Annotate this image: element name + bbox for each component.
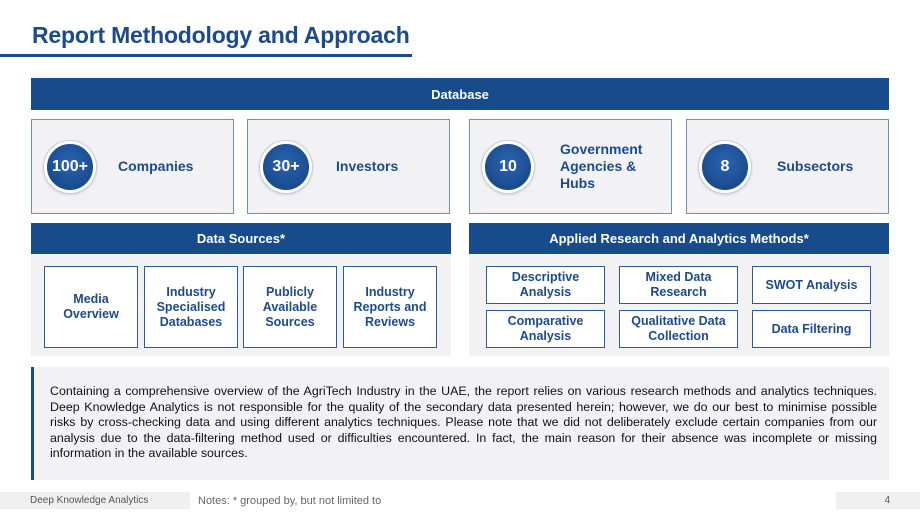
method-swot-analysis: SWOT Analysis: [752, 266, 871, 304]
methodology-note: Containing a comprehensive overview of the AgriTech Industry in the UAE, the report relies on various research methods and analytics techniques. Deep Knowledge Analytics is not responsible for the quality of the secondary data presented herein; however, we do our best to minimise possible risks by cross-checking data and using different analytics techniques. Please note that we did not deliberately exclude certain companies from our analysis due to the data-filtering method used or difficulties encountered. In fact, the main reason for their absence was incomplete or missing information in the available sources.: [31, 367, 889, 480]
method-comparative-analysis: Comparative Analysis: [486, 310, 605, 348]
stat-companies: [31, 119, 234, 214]
title-underline: [0, 54, 412, 57]
source-industry-reports: Industry Reports and Reviews: [343, 266, 437, 348]
stat-label: Investors: [336, 158, 399, 174]
stat-government-agencies: [469, 119, 672, 214]
methods-header: Applied Research and Analytics Methods*: [469, 223, 889, 254]
method-descriptive-analysis: Descriptive Analysis: [486, 266, 605, 304]
footer-brand: Deep Knowledge Analytics: [0, 492, 190, 509]
method-mixed-data-research: Mixed Data Research: [619, 266, 738, 304]
page-title: Report Methodology and Approach: [32, 22, 410, 48]
stat-value-circle: 30+: [260, 141, 312, 193]
stat-label: Companies: [118, 158, 194, 174]
stat-subsectors: [686, 119, 889, 214]
data-sources-header: Data Sources*: [31, 223, 451, 254]
source-industry-databases: Industry Specialised Databases: [144, 266, 238, 348]
page-number: 4: [836, 492, 920, 509]
source-public-sources: Publicly Available Sources: [243, 266, 337, 348]
stat-value-circle: 8: [699, 141, 751, 193]
stat-label: Government Agencies & Hubs: [560, 141, 643, 191]
footer-note: Notes: * grouped by, but not limited to: [198, 494, 382, 507]
method-data-filtering: Data Filtering: [752, 310, 871, 348]
method-qualitative-data-collection: Qualitative Data Collection: [619, 310, 738, 348]
source-media-overview: Media Overview: [44, 266, 138, 348]
stat-label: Subsectors: [777, 158, 854, 174]
stat-investors: [247, 119, 450, 214]
stat-value-circle: 10: [482, 141, 534, 193]
database-header: Database: [31, 78, 889, 110]
stat-value-circle: 100+: [44, 141, 96, 193]
